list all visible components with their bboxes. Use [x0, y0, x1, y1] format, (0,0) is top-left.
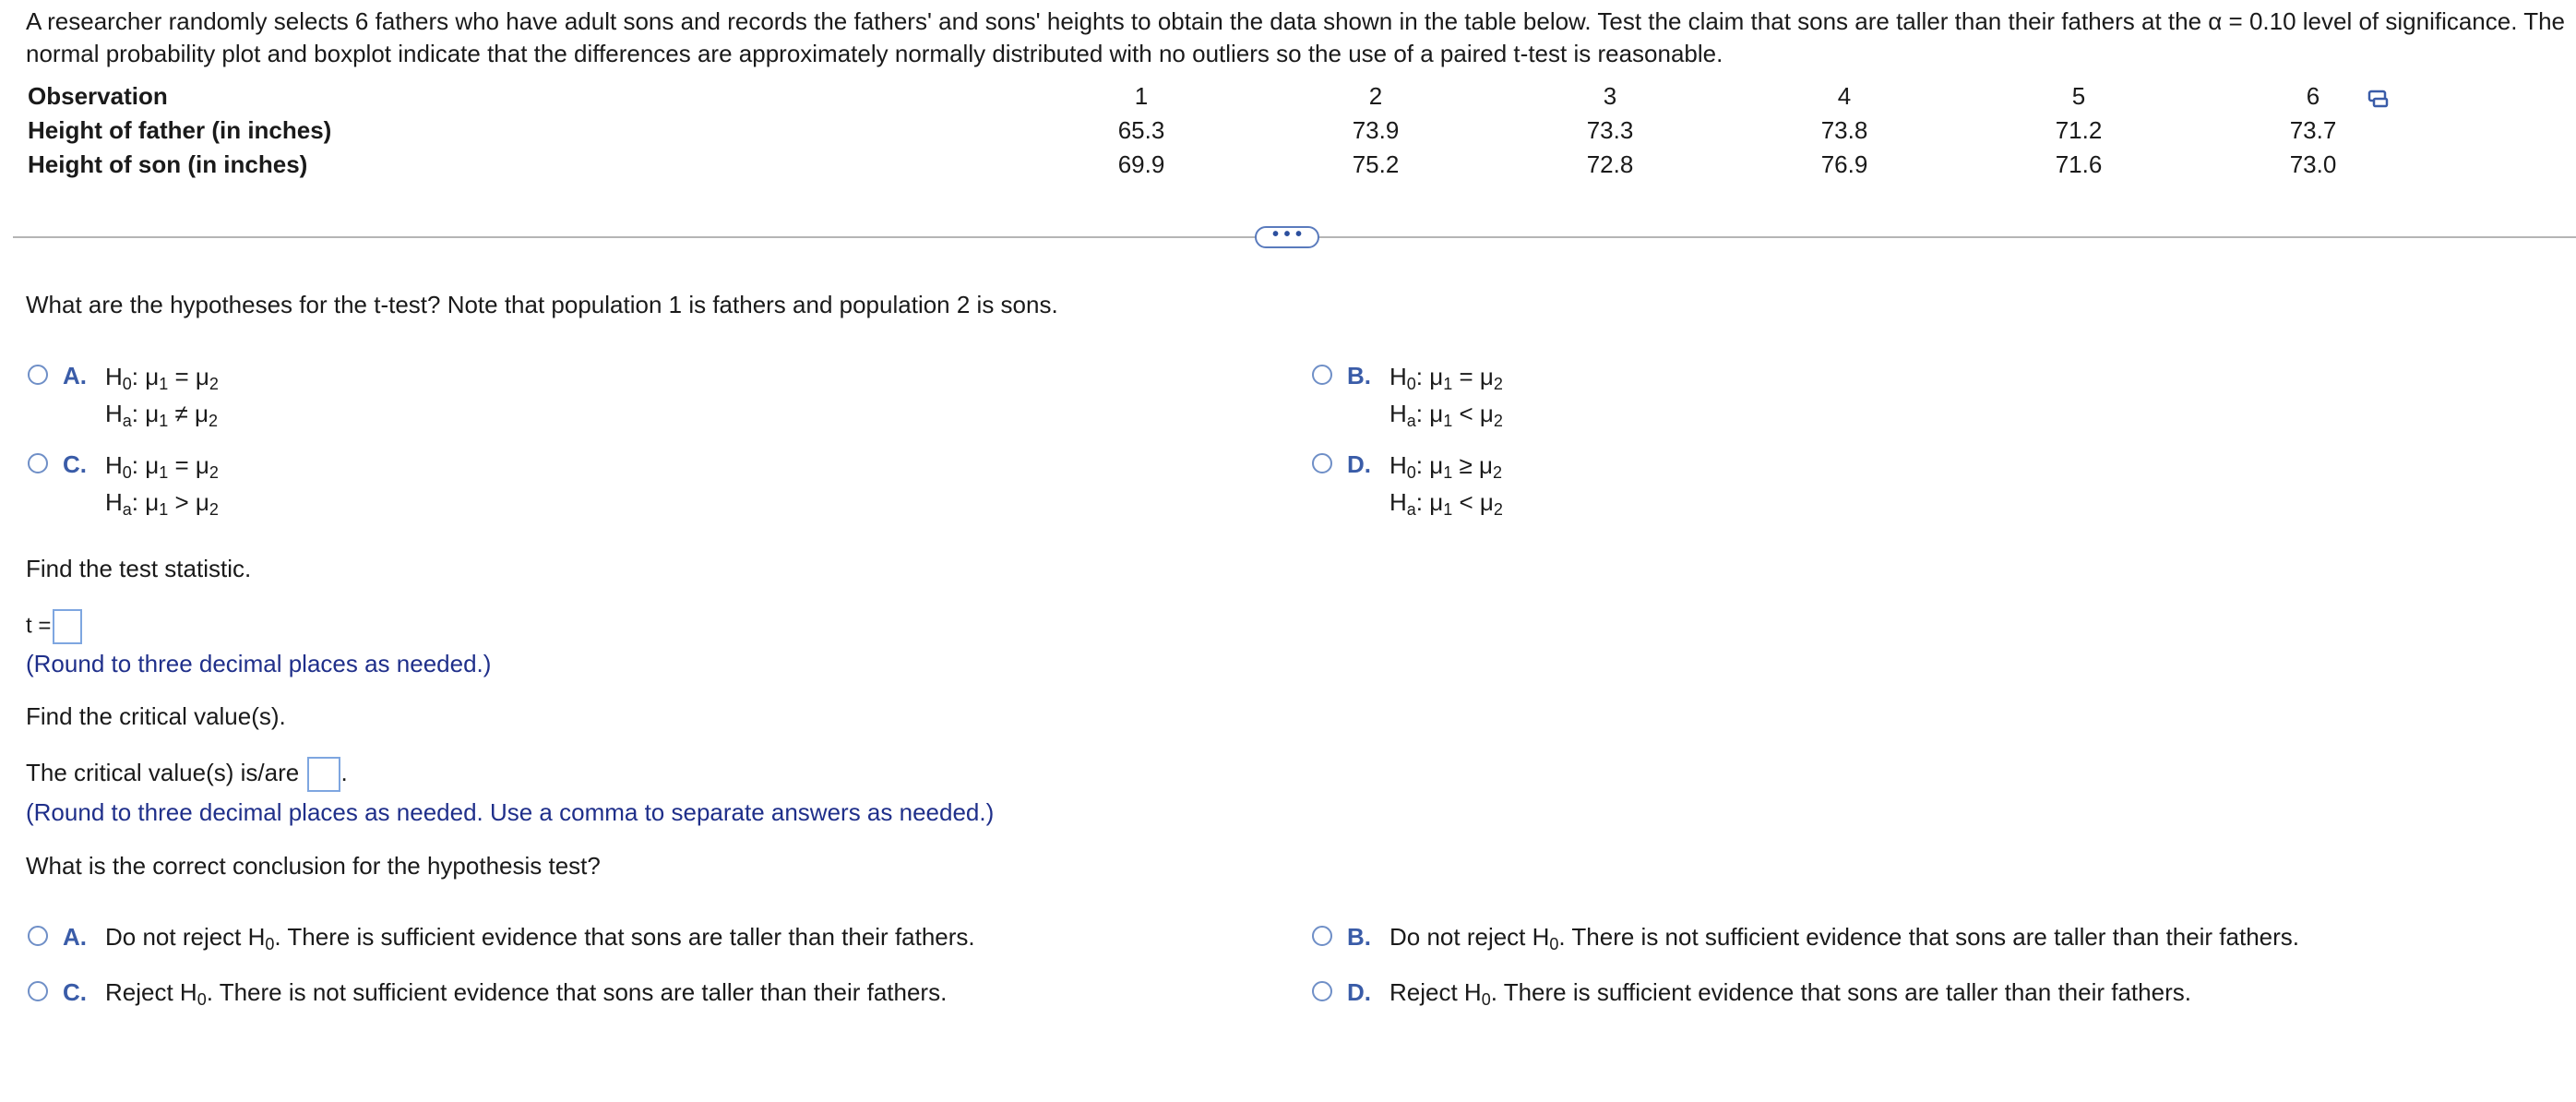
problem-statement-line-2: normal probability plot and boxplot indicate that the differences are approximately normally distributed with no outliers so the use of a paired t-test is reasonable. [26, 40, 1723, 67]
test-statistic-question: Find the test statistic. [26, 555, 252, 582]
h0-relation: = μ [174, 363, 209, 390]
critical-label: The critical value(s) is/are [26, 758, 300, 786]
h0-relation: = μ [174, 451, 209, 479]
conclusion-pre: Do not reject H [105, 923, 266, 951]
conclusion-post: . There is sufficient evidence that sons are taller than their fathers. [274, 923, 975, 951]
son-value: 69.9 [1117, 150, 1165, 178]
hypothesis-pair: $H_0$: $\mu_1 = \mu_2$ $H_a$: $\mu_1 > \mu_2$ [105, 451, 219, 519]
father-value: 71.2 [2055, 116, 2103, 144]
radio-button[interactable] [28, 981, 48, 1001]
conclusion-text: Reject $H_0$. There is not sufficient evidence that sons are taller than their fathers. [105, 978, 948, 1009]
father-value: 73.7 [2289, 116, 2337, 144]
t-label: t = [26, 613, 52, 639]
conclusion-option-b[interactable] [1312, 923, 2299, 952]
conclusion-option-c[interactable] [28, 978, 947, 1007]
option-letter: A. [63, 362, 87, 389]
radio-button[interactable] [28, 926, 48, 946]
father-value: 65.3 [1117, 116, 1165, 144]
copy-data-icon[interactable] [2367, 89, 2390, 109]
conclusion-option-d[interactable] [1312, 978, 2191, 1007]
conclusion-post: . There is not sufficient evidence that sons are taller than their fathers. [206, 978, 948, 1006]
radio-button[interactable] [28, 453, 48, 473]
critical-value-question: Find the critical value(s). [26, 702, 286, 730]
table-header-row [22, 79, 2430, 114]
father-height-row [22, 114, 2430, 148]
father-value: 73.9 [1352, 116, 1400, 144]
option-letter: B. [1347, 362, 1371, 389]
radio-button[interactable] [1312, 365, 1332, 385]
data-table [22, 79, 2430, 182]
father-value: 73.3 [1586, 116, 1634, 144]
observation-6: 6 [2306, 82, 2320, 110]
option-letter: C. [63, 450, 87, 478]
option-letter: B. [1347, 923, 1371, 951]
radio-button[interactable] [1312, 453, 1332, 473]
observation-2: 2 [1368, 82, 1383, 110]
conclusion-pre: Reject H [105, 978, 197, 1006]
radio-button[interactable] [1312, 981, 1332, 1001]
hypothesis-pair: $H_0$: $\mu_1 = \mu_2$ $H_a$: $\mu_1 \ne \mu_2$ [105, 363, 219, 430]
hypotheses-question: What are the hypotheses for the t-test? Note that population 1 is fathers and population 2 is sons. [26, 291, 1058, 318]
hypothesis-option-d[interactable] [1312, 450, 1503, 524]
conclusion-text: Do not reject $H_0$. There is not sufficient evidence that sons are taller than their fathers. [1389, 923, 2300, 953]
father-value: 73.8 [1820, 116, 1868, 144]
ha-relation: < μ [1459, 400, 1494, 427]
hypothesis-pair: $H_0$: $\mu_1 \ge \mu_2$ $H_a$: $\mu_1 < \mu_2$ [1389, 451, 1503, 519]
observation-header: Observation [28, 82, 168, 110]
conclusion-post: . There is sufficient evidence that sons are taller than their fathers. [1490, 978, 2191, 1006]
son-height-row [22, 148, 2430, 182]
radio-button[interactable] [28, 365, 48, 385]
critical-value-hint: (Round to three decimal places as needed. Use a comma to separate answers as needed.) [26, 798, 995, 826]
observation-5: 5 [2071, 82, 2086, 110]
ha-relation: > μ [174, 488, 209, 516]
hypothesis-option-a[interactable] [28, 362, 219, 436]
option-letter: D. [1347, 450, 1371, 478]
option-letter: C. [63, 978, 87, 1006]
test-statistic-entry [26, 609, 82, 644]
h0-relation: ≥ μ [1459, 451, 1493, 479]
hypothesis-pair: $H_0$: $\mu_1 = \mu_2$ $H_a$: $\mu_1 < \mu_2$ [1389, 363, 1503, 430]
option-letter: D. [1347, 978, 1371, 1006]
problem-statement-line-1: A researcher randomly selects 6 fathers who have adult sons and records the fathers' and sons' heights to obtain the data shown in the table below. Test the claim that sons are taller than their fathers at the α = 0.10 level of significance. The [26, 7, 2566, 35]
conclusion-pre: Reject H [1389, 978, 1482, 1006]
h0-relation: = μ [1459, 363, 1494, 390]
son-row-label: Height of son (in inches) [28, 150, 308, 178]
observation-1: 1 [1134, 82, 1149, 110]
son-value: 72.8 [1586, 150, 1634, 178]
ha-relation: < μ [1459, 488, 1494, 516]
conclusion-pre: Do not reject H [1389, 923, 1550, 951]
conclusion-post: . There is not sufficient evidence that sons are taller than their fathers. [1558, 923, 2300, 951]
test-statistic-hint: (Round to three decimal places as needed.) [26, 650, 492, 677]
critical-value-entry [26, 757, 348, 792]
hypothesis-option-b[interactable] [1312, 362, 1503, 436]
conclusion-option-a[interactable] [28, 923, 975, 952]
father-row-label: Height of father (in inches) [28, 116, 332, 144]
son-value: 73.0 [2289, 150, 2337, 178]
conclusion-text: Reject $H_0$. There is sufficient evidence that sons are taller than their fathers. [1389, 978, 2191, 1009]
observation-4: 4 [1837, 82, 1852, 110]
radio-button[interactable] [1312, 926, 1332, 946]
expand-more-button[interactable]: • • • [1255, 226, 1319, 248]
critical-answer-input[interactable] [307, 757, 340, 792]
option-letter: A. [63, 923, 87, 951]
ha-relation: ≠ μ [174, 400, 209, 427]
critical-suffix: . [340, 758, 348, 786]
observation-3: 3 [1603, 82, 1617, 110]
problem-statement [26, 6, 2572, 70]
hypothesis-option-c[interactable] [28, 450, 219, 524]
son-value: 76.9 [1820, 150, 1868, 178]
conclusion-text: Do not reject $H_0$. There is sufficient evidence that sons are taller than their fathers. [105, 923, 975, 953]
conclusion-question: What is the correct conclusion for the hypothesis test? [26, 852, 601, 880]
t-answer-input[interactable] [53, 609, 82, 644]
son-value: 75.2 [1352, 150, 1400, 178]
son-value: 71.6 [2055, 150, 2103, 178]
